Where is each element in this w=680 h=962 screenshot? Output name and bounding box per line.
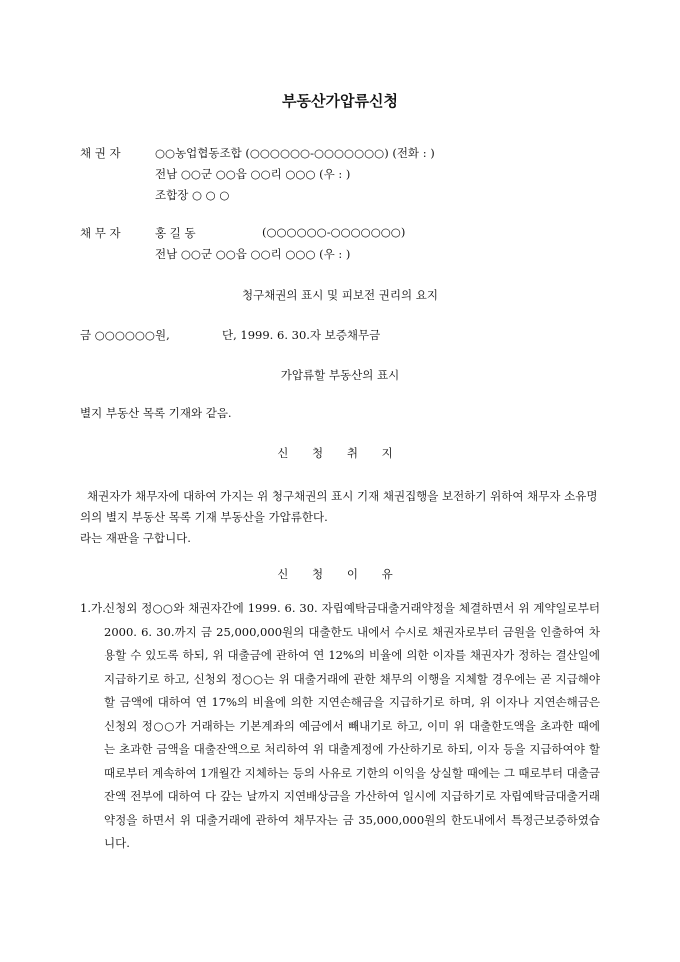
claim-heading: 청구채권의 표시 및 피보전 권리의 요지	[241, 288, 439, 302]
creditor-representative: 조합장 ○ ○ ○	[155, 188, 230, 202]
purpose-paragraph	[80, 486, 600, 549]
reason-subnumber: 가.	[91, 601, 106, 615]
claim-amount: 금 ○○○○○○원,	[80, 328, 170, 342]
reason-text: 신청외 정○○와 채권자간에 1999. 6. 30. 자립예탁금대출거래약정을 체결하면서 위 계약일로부터 2000. 6. 30.까지 금 25,000,000원의 대출한도 내에서 수시로 채권자로부터 금원을 인출하여 차용할 수 있도록 하되, 위 대출금에 관하여 연 12%의 비율에 의한 이자를 채권자가 정하는 결산일에 지급하기로 하고, 신청외 정○○는 위 대출거래에 관한 채무의 이행을 지체할 경우에는 곧 지급해야 할 금액에 대하여 연 17%의 비율에 의한 지연손해금을 지급하기로 하며, 위 이자나 지연손해금은 신청외 정○○가 거래하는 기본계좌의 예금에서 빼내기로 하고, 이미 위 대출한도액을 초과한 때에는 초과한 금액을 대출잔액으로 처리하여 위 대출계정에 가산하기로 하되, 이자 등을 지급하여야 할 때로부터 계속하여 1개월간 지체하는 등의 사유로 기한의 이익을 상실할 때에는 그 때로부터 대출금잔액 전부에 대하여 다 갚는 날까지 지연배상금을 가산하여 일시에 지급하기로 자립예탁금대출거래약정을 하면서 위 대출거래에 관하여 채무자는 금 35,000,000원의 한도내에서 특정근보증하였습니다.	[104, 601, 600, 850]
creditor-label: 채 권 자	[80, 146, 121, 160]
debtor-address: 전남 ○○군 ○○읍 ○○리 ○○○ (우 : )	[155, 247, 351, 261]
purpose-closing: 라는 재판을 구합니다.	[80, 531, 191, 545]
reason-heading: 신 청 이 유	[277, 567, 403, 581]
purpose-heading: 신 청 취 지	[277, 446, 403, 460]
page-title: 부동산가압류신청	[282, 92, 398, 110]
reason-paragraph	[80, 597, 600, 856]
purpose-text: 채권자가 채무자에 대하여 가지는 위 청구채권의 표시 기재 채권집행을 보전하기 위하여 채무자 소유명의의 별지 부동산 목록 기재 부동산을 가압류한다.	[80, 489, 598, 524]
property-heading: 가압류할 부동산의 표시	[280, 368, 400, 382]
creditor-line-1: ○○농업협동조합 (○○○○○○-○○○○○○○) (전화 : )	[155, 146, 435, 160]
debtor-id: (○○○○○○-○○○○○○○)	[262, 225, 406, 239]
property-text: 별지 부동산 목록 기재와 같음.	[80, 406, 232, 420]
creditor-address: 전남 ○○군 ○○읍 ○○리 ○○○ (우 : )	[155, 167, 351, 181]
debtor-name: 홍 길 동	[155, 226, 196, 240]
reason-number: 1.	[80, 601, 91, 615]
claim-detail: 단, 1999. 6. 30.자 보증채무금	[222, 328, 381, 342]
debtor-label: 채 무 자	[80, 226, 121, 240]
